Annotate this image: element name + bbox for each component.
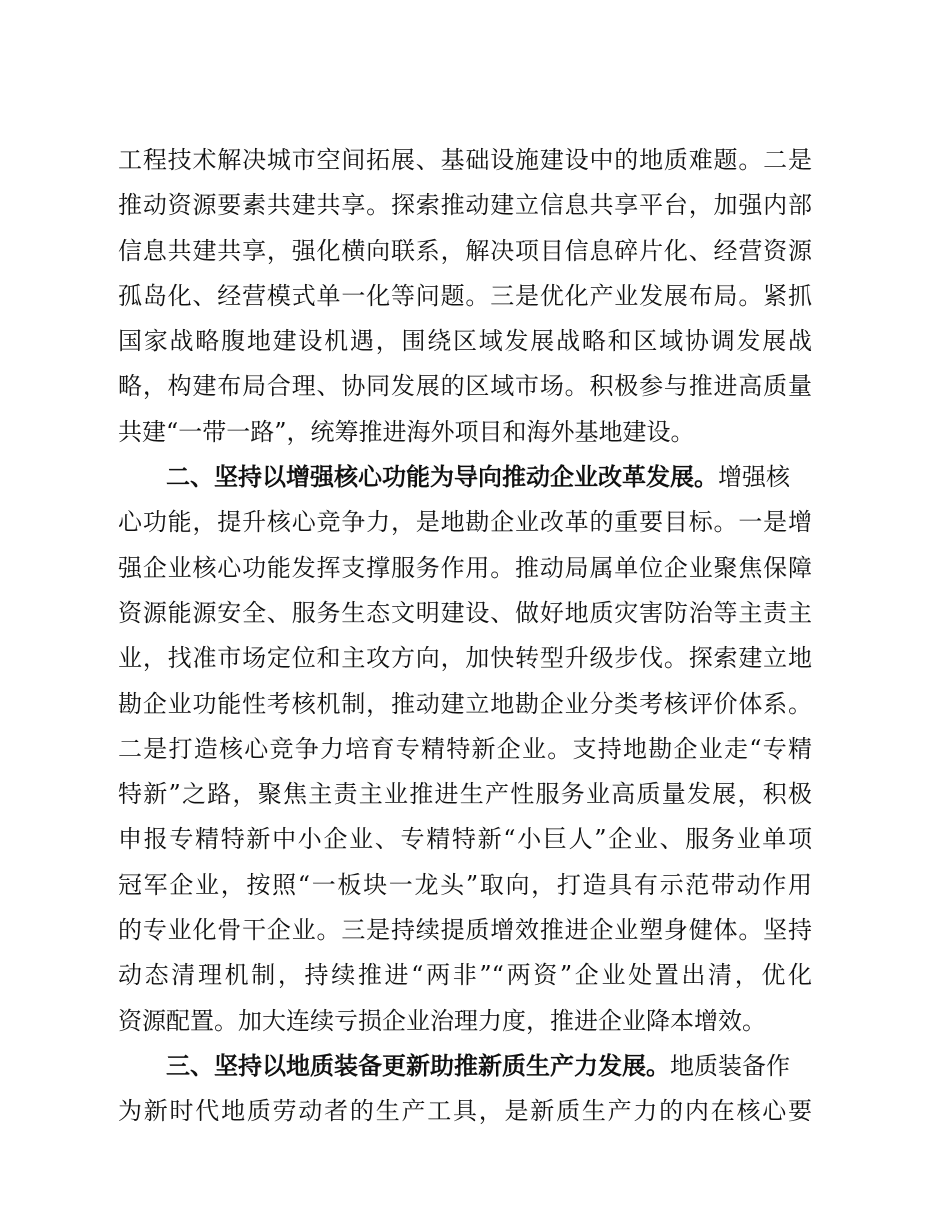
section-heading: 三、坚持以地质装备更新助推新质生产力发展。 [166, 1051, 670, 1080]
heading-continuation: 地质装备作 [670, 1051, 790, 1080]
text-line: 为新时代地质劳动者的生产工具，是新质生产力的内在核心要 [118, 1097, 812, 1126]
text-line: 二是打造核心竞争力培育专精特新企业。支持地勘企业走“专精 [118, 734, 812, 763]
paragraph-equipment-update [118, 1044, 812, 1135]
text-line: 动态清理机制，持续推进“两非”“两资”企业处置出清，优化 [118, 961, 812, 990]
text-line: 勘企业功能性考核机制，推动建立地勘企业分类考核评价体系。 [118, 689, 812, 718]
text-line: 国家战略腹地建设机遇，围绕区域发展战略和区域协调发展战 [118, 327, 812, 356]
heading-continuation: 增强核 [718, 463, 790, 492]
text-line: 的专业化骨干企业。三是持续提质增效推进企业塑身健体。坚持 [118, 916, 812, 945]
text-line: 业，找准市场定位和主攻方向，加快转型升级步伐。探索建立地 [118, 644, 812, 673]
text-line: 资源能源安全、服务生态文明建设、做好地质灾害防治等主责主 [118, 598, 812, 627]
section-heading: 二、坚持以增强核心功能为导向推动企业改革发展。 [166, 463, 718, 492]
paragraph-first-line [118, 1044, 812, 1089]
text-line: 强企业核心功能发挥支撑服务作用。推动局属单位企业聚焦保障 [118, 553, 812, 582]
text-line: 工程技术解决城市空间拓展、基础设施建设中的地质难题。二是 [118, 146, 812, 174]
text-line: 心功能，提升核心竞争力，是地勘企业改革的重要目标。一是增 [118, 508, 812, 537]
text-line: 略，构建布局合理、协同发展的区域市场。积极参与推进高质量 [118, 372, 812, 401]
text-line: 孤岛化、经营模式单一化等问题。三是优化产业发展布局。紧抓 [118, 281, 812, 310]
paragraph-resource-sharing [118, 138, 812, 455]
text-line: 特新”之路，聚焦主责主业推进生产性服务业高质量发展，积极 [118, 780, 812, 809]
paragraph-core-function [118, 455, 812, 1044]
text-line: 冠军企业，按照“一板块一龙头”取向，打造具有示范带动作用 [118, 870, 812, 899]
text-line: 推动资源要素共建共享。探索推动建立信息共享平台，加强内部 [118, 191, 812, 220]
text-line: 信息共建共享，强化横向联系，解决项目信息碎片化、经营资源 [118, 236, 812, 265]
document-page [118, 138, 812, 1135]
paragraph-first-line [118, 455, 812, 500]
text-line: 共建“一带一路”，统筹推进海外项目和海外基地建设。 [118, 417, 695, 446]
text-line: 资源配置。加大连续亏损企业治理力度，推进企业降本增效。 [118, 1006, 766, 1035]
text-line: 申报专精特新中小企业、专精特新“小巨人”企业、服务业单项 [118, 825, 812, 854]
